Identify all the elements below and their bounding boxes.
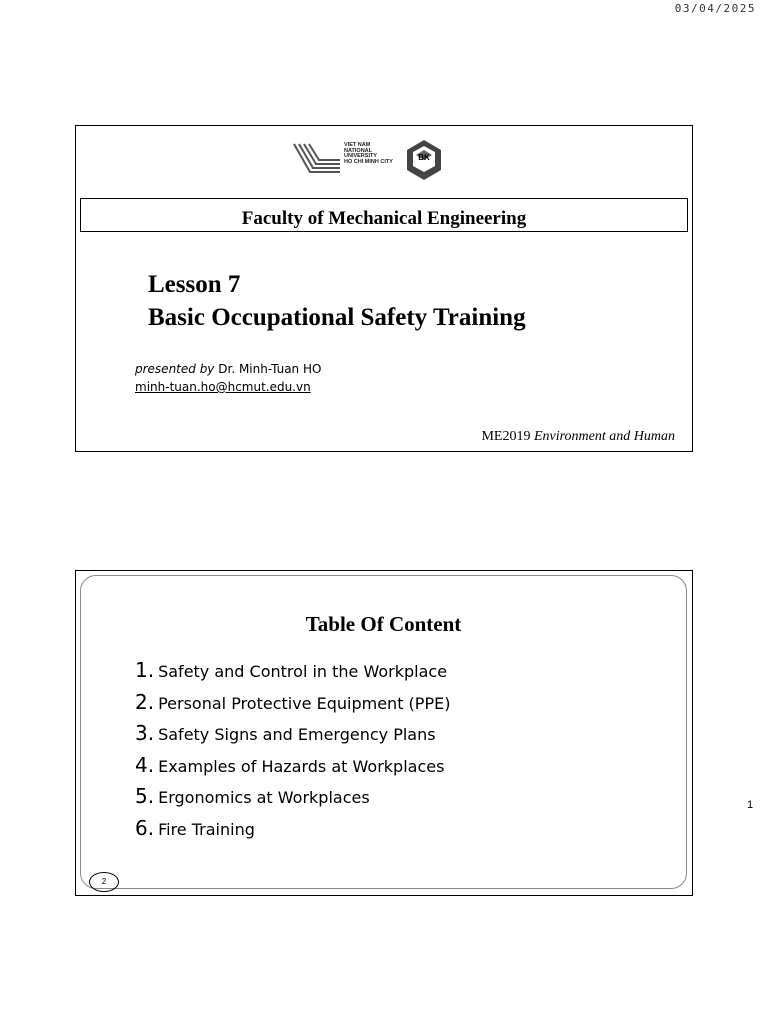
presenter-name: Dr. Minh-Tuan HO: [218, 362, 322, 376]
slide-title: [75, 125, 693, 452]
toc-item: [135, 721, 450, 753]
toc-item-number: 2.: [135, 689, 155, 714]
toc-item-number: 5.: [135, 784, 155, 809]
slide-table-of-content: [75, 570, 693, 896]
print-date: 03/04/2025: [674, 2, 756, 15]
course-footer: [481, 429, 675, 445]
toc-item-label: Safety and Control in the Workplace: [158, 662, 448, 681]
toc-item-label: Fire Training: [158, 819, 255, 839]
toc-item: [135, 816, 450, 848]
vnu-logo-text: VIET NAM NATIONAL UNIVERSITY HO CHI MINH CITY: [344, 142, 393, 165]
presenter-block: [135, 360, 321, 396]
course-name: Environment and Human: [533, 429, 675, 444]
toc-item: [135, 753, 450, 785]
slide-number-badge: 2: [89, 872, 119, 892]
toc-item-number: 4.: [135, 752, 155, 777]
toc-item-label: Examples of Hazards at Workplaces: [158, 756, 445, 776]
presenter-email-link[interactable]: minh-tuan.ho@hcmut.edu.vn: [135, 380, 311, 394]
lesson-title: [148, 268, 526, 334]
page-number: 1: [747, 799, 754, 811]
toc-title: Table Of Content: [305, 612, 462, 636]
lesson-name: Basic Occupational Safety Training: [148, 304, 526, 331]
toc-item-number: 6.: [135, 815, 155, 840]
toc-item: [135, 658, 450, 690]
toc-item: [135, 690, 450, 722]
toc-item: [135, 784, 450, 816]
vnu-logo-icon: [292, 142, 342, 176]
university-logos: [292, 138, 452, 182]
toc-item-label: Safety Signs and Emergency Plans: [158, 725, 436, 745]
toc-item-label: Ergonomics at Workplaces: [158, 788, 370, 808]
toc-list: [135, 658, 450, 848]
toc-item-number: 1.: [135, 658, 155, 682]
toc-item-label: Personal Protective Equipment (PPE): [158, 693, 451, 713]
slide-frame: [80, 575, 687, 889]
lesson-number: Lesson 7: [148, 271, 241, 298]
course-code: ME2019: [481, 429, 531, 444]
toc-item-number: 3.: [135, 721, 155, 746]
faculty-banner: Faculty of Mechanical Engineering: [80, 198, 688, 232]
bk-logo-icon: [404, 138, 444, 182]
presented-by-label: presented by: [135, 362, 215, 376]
bk-logo-label: BK: [418, 153, 430, 162]
